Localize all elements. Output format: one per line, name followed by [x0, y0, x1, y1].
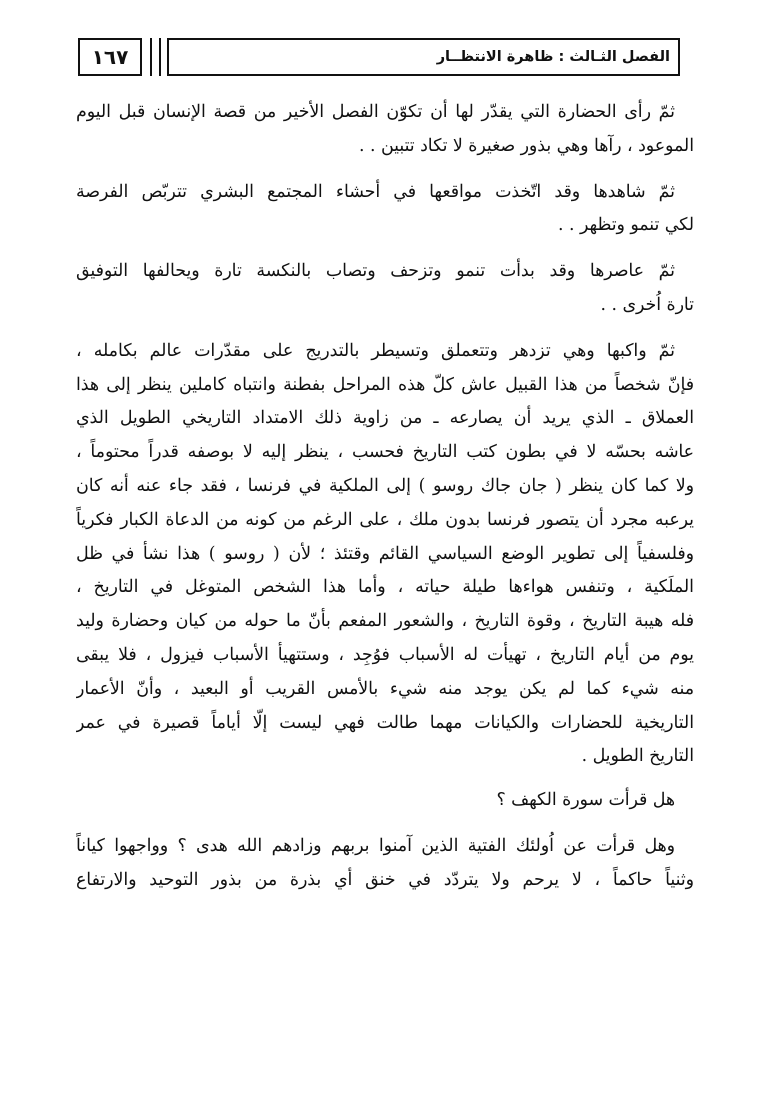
text-line: الملَكية ، وتنفس هواءها طيلة حياته ، وأما هذا الشخص المتوغل في التاريخ ، [76, 577, 694, 598]
separator-bar [159, 38, 161, 76]
text-line: ثمّ واكبها وهي تزدهر وتتعملق وتسيطر بالتدريج على مقدّرات عالم بكامله ، [76, 340, 675, 361]
text-line: وثنياً حاكماً ، لا يرحم ولا يتردّد في خنق أي بذرة من بذور التوحيد والارتفاع [76, 869, 694, 890]
paragraph [76, 96, 694, 164]
paragraph [76, 255, 694, 323]
text-line: ولا كما كان ينظر ( جان جاك روسو ) إلى الملكية في فرنسا ، فقد جاء عنه أنه كان [76, 475, 694, 496]
text-line: ثمّ شاهدها وقد اتّخذت مواقعها في أحشاء المجتمع البشري تتربّص الفرصة [76, 181, 675, 202]
header-separator [147, 38, 165, 76]
page-header [78, 38, 680, 78]
text-line: هل قرأت سورة الكهف ؟ [496, 790, 675, 811]
separator-bar [150, 38, 152, 76]
text-line: التاريخ الطويل . [581, 746, 694, 767]
text-line: ثمّ عاصرها وقد بدأت تنمو وتزحف وتصاب بالنكسة تارة ويحالفها التوفيق [76, 261, 675, 282]
paragraph [76, 335, 694, 774]
page-number: ١٦٧ [91, 45, 129, 69]
page-number-box [78, 38, 142, 76]
text-line: وفلسفياً إلى تطوير الوضع السياسي القائم وقتئذ ؛ لأن ( روسو ) هذا نشأ في ظل [76, 543, 694, 564]
text-line: العملاق ـ الذي يريد أن يصارعه ـ من زاوية ذلك الامتداد التاريخي الطويل الذي [76, 408, 694, 429]
text-line: التاريخية للحضارات والكيانات مهما طالت فهي ليست إلّا أياماً قصيرة في عمر [76, 712, 694, 733]
text-line: منه شيء كما لم يكن يوجد منه شيء بالأمس القريب أو البعيد ، وأنّ الأعمار [76, 678, 694, 699]
text-line: فإنّ شخصاً من هذا القبيل عاش كلّ هذه المراحل بفطنة وانتباه كاملين ينظر إلى هذا [76, 374, 694, 395]
text-line: تارة اُخرى . . [600, 294, 694, 315]
text-line: فله هيبة التاريخ ، وقوة التاريخ ، والشعور المفعم بأنّ ما حوله من كيان وحضارة وليد [76, 611, 694, 632]
paragraph [76, 830, 694, 898]
text-line: الموعود ، رآها وهي بذور صغيرة لا تكاد تتبين . . [359, 135, 694, 156]
text-line: وهل قرأت عن اُولئك الفتية الذين آمنوا بربهم وزادهم الله هدى ؟ وواجهوا كياناً [76, 835, 675, 856]
text-line: عاشه بحسّه لا في بطون كتب التاريخ فحسب ، ينظر إليه لا بوصفه قدراً محتوماً ، [76, 442, 694, 463]
running-title-box [167, 38, 680, 76]
paragraph [76, 176, 694, 244]
page-body [76, 96, 694, 898]
running-title: الفصل الثـالث : ظاهرة الانتظــار [436, 49, 670, 65]
text-line: يوم من أيام التاريخ ، تهيأت له الأسباب فوُجِد ، وستتهيأ الأسباب فيزول ، فلا يبقى [76, 644, 694, 665]
text-line: ثمّ رأى الحضارة التي يقدّر لها أن تكوّن الفصل الأخير من قصة الإنسان قبل اليوم [76, 102, 675, 122]
text-line: لكي تنمو وتظهر . . [558, 215, 694, 236]
paragraph [76, 784, 694, 818]
text-line: يرعبه مجرد أن يتصور فرنسا بدون ملك ، على الرغم من كونه من الدعاة الكبار فكرياً [76, 509, 694, 530]
